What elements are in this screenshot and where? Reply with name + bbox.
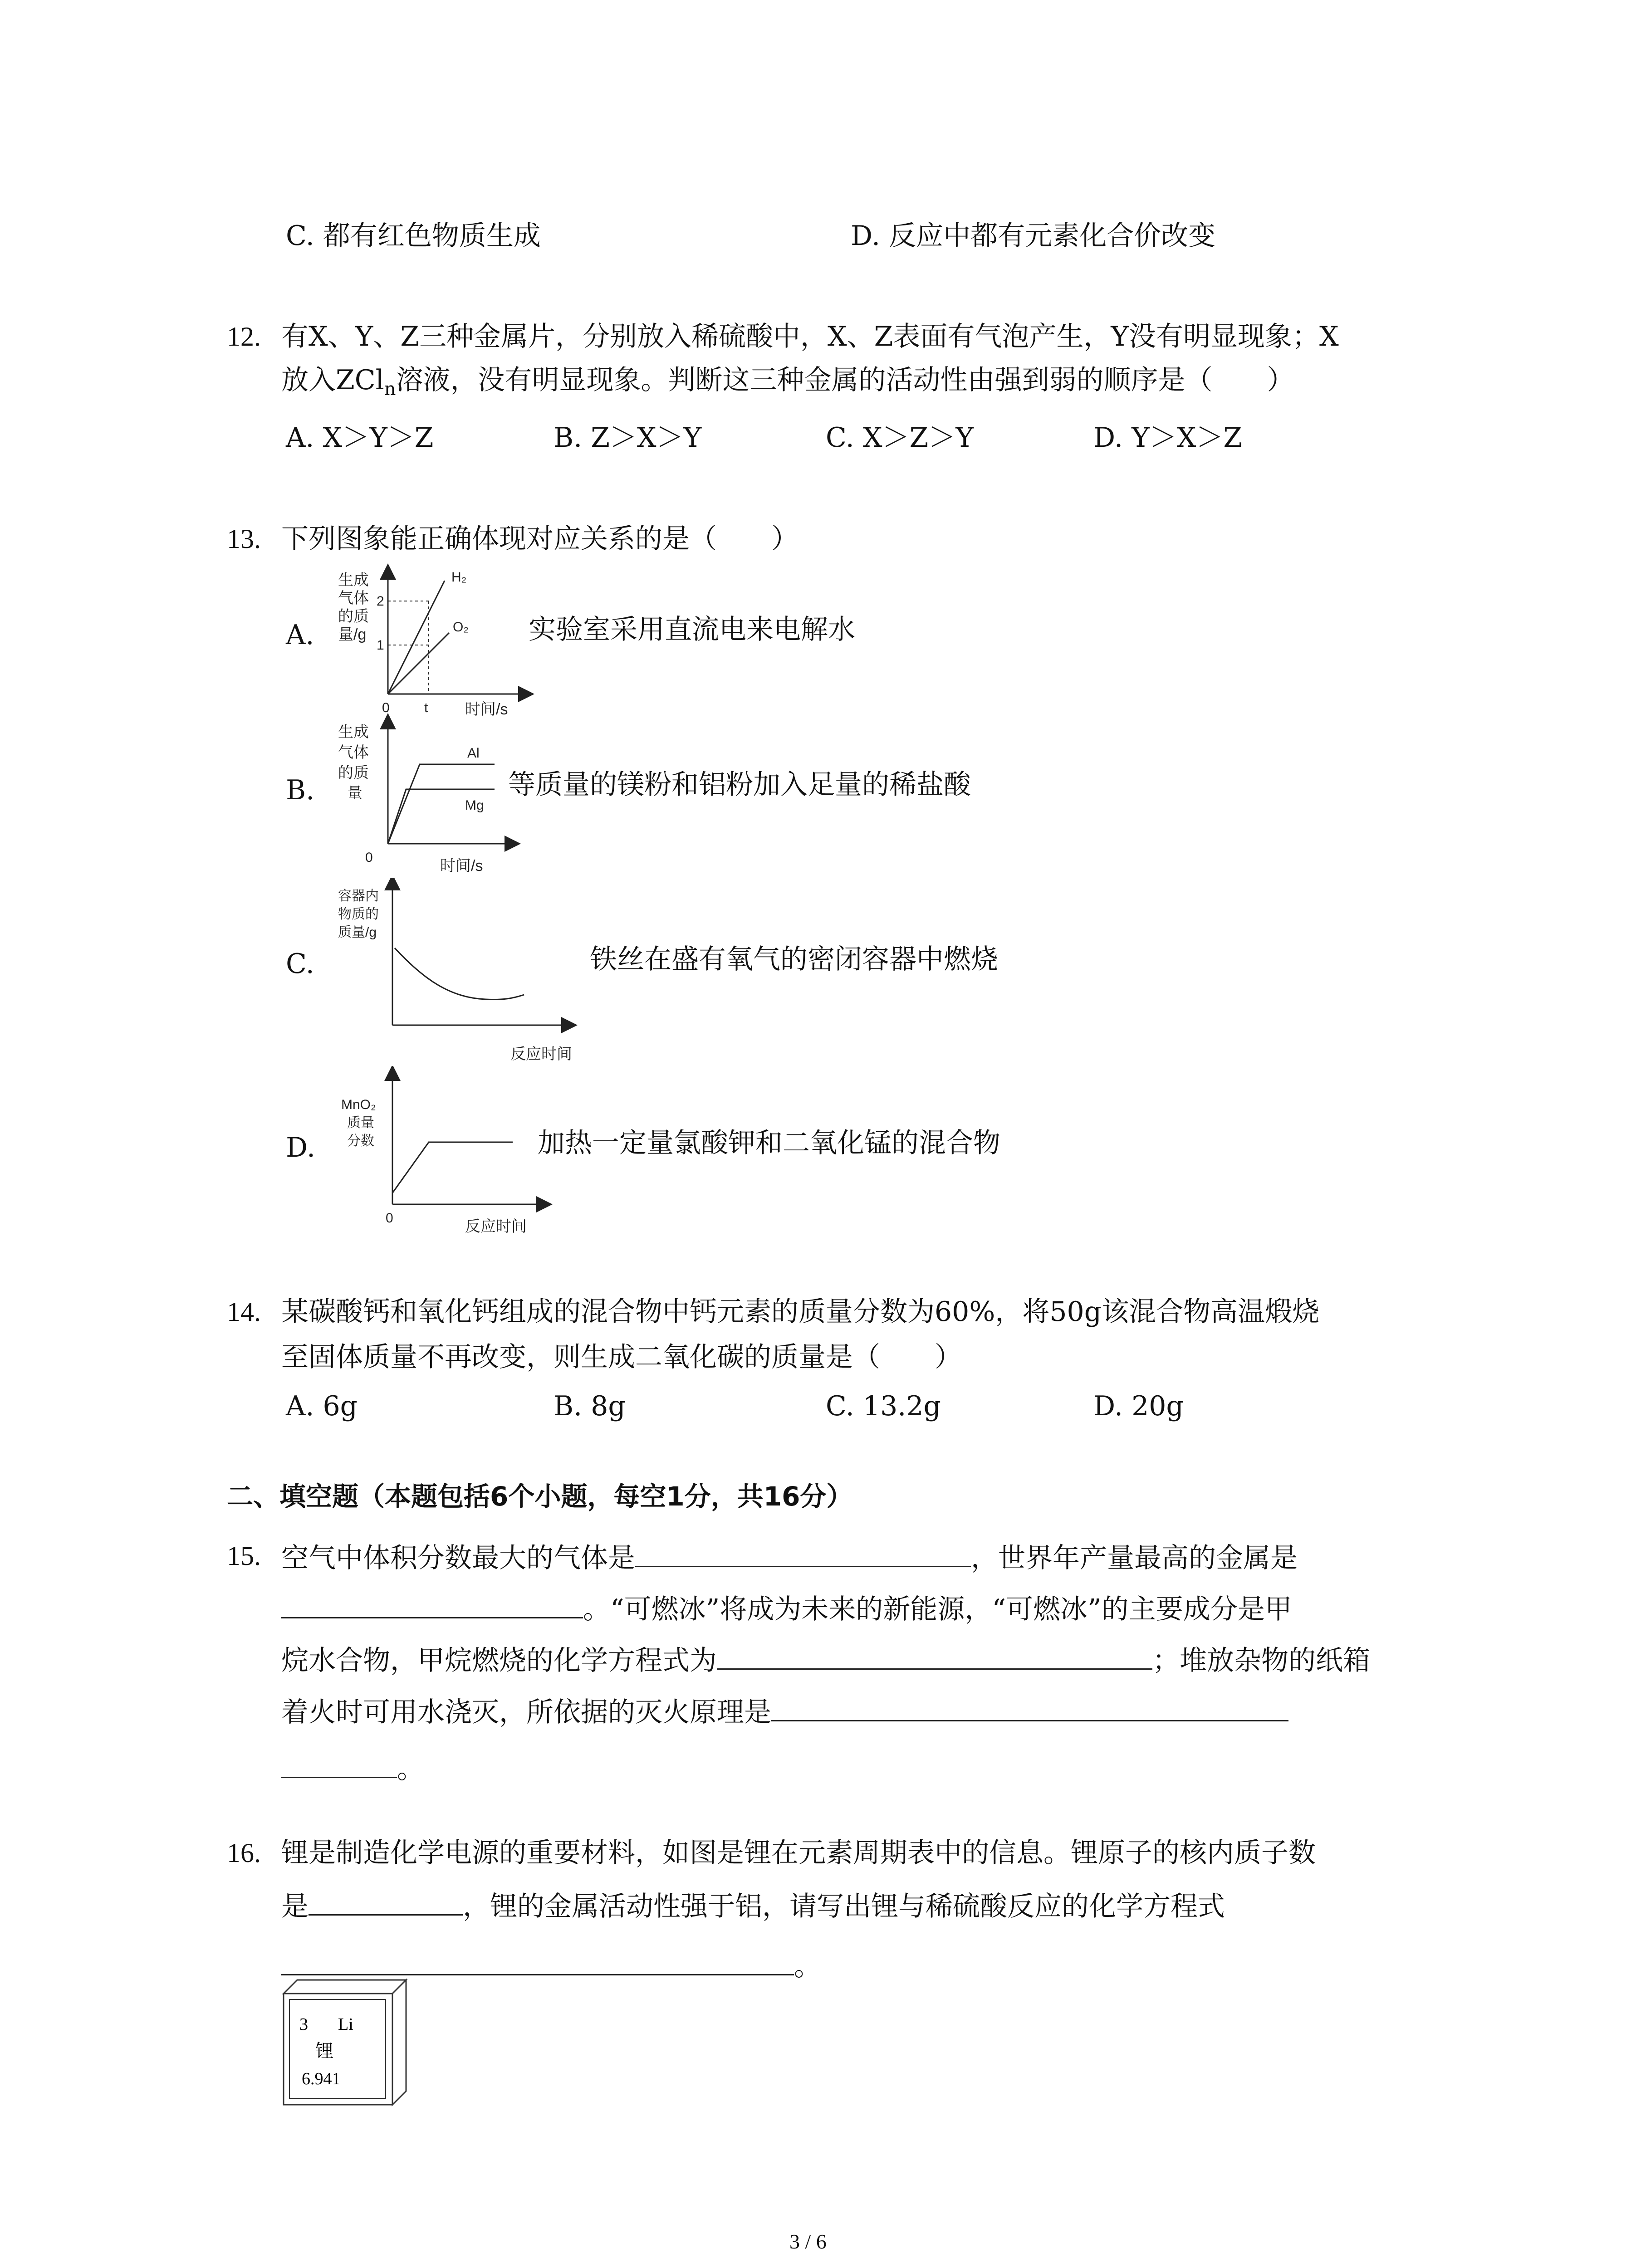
q14-number: 14.: [227, 1297, 261, 1327]
y-label-2: 气体: [338, 590, 369, 607]
q12-option-b: B. Z＞X＞Y: [554, 422, 702, 454]
x-label: 反应时间: [510, 1046, 572, 1063]
origin-label: 0: [386, 1211, 393, 1226]
q13-option-a-label: A.: [286, 619, 314, 651]
element-number: 3: [299, 2015, 308, 2034]
origin-label: 0: [365, 850, 373, 865]
y-label-2: 质量: [347, 1115, 374, 1130]
q13-number: 13.: [227, 524, 261, 554]
element-tile: [281, 1978, 413, 2114]
q14-stem-line2: 至固体质量不再改变，则生成二氧化碳的质量是（ ）: [281, 1341, 962, 1373]
tick-2: 2: [377, 594, 384, 609]
x-label: 反应时间: [465, 1218, 527, 1235]
legend-o2: O₂: [453, 620, 469, 635]
blank-principle[interactable]: [771, 1696, 1288, 1721]
q16-line2: 是 ，锂的金属活动性强于铝，请写出锂与稀硫酸反应的化学方程式: [281, 1891, 1225, 1922]
y-label-3: 质量/g: [338, 925, 377, 940]
legend-mg: Mg: [465, 798, 484, 813]
blank-equation[interactable]: [717, 1645, 1152, 1670]
legend-h2: H₂: [451, 570, 467, 585]
q12-number: 12.: [227, 322, 261, 352]
q12-stem-line1: 有X、Y、Z三种金属片，分别放入稀硫酸中，X、Z表面有气泡产生，Y没有明显现象；X: [281, 321, 1339, 352]
tile-top: [284, 1980, 406, 1994]
element-mass: 6.941: [302, 2069, 341, 2088]
q13-option-c-desc: 铁丝在盛有氧气的密闭容器中燃烧: [590, 943, 998, 975]
q11-option-d: D. 反应中都有元素化合价改变: [851, 220, 1216, 252]
blank-gas[interactable]: [635, 1542, 971, 1567]
series-o2: [388, 633, 449, 694]
y-label-1: MnO₂: [341, 1097, 376, 1112]
q16-line3: 。: [281, 1950, 821, 1980]
origin-label: 0: [382, 700, 390, 715]
q14-option-a: A. 6g: [286, 1390, 358, 1422]
y-label-1: 生成: [338, 723, 369, 741]
element-name: 锂: [315, 2041, 333, 2062]
y-label-1: 生成: [338, 572, 369, 589]
series-mg: [388, 789, 495, 844]
t-label: t: [424, 700, 428, 715]
y-label-1: 容器内: [338, 889, 379, 904]
q15-line5: 。: [281, 1753, 424, 1783]
legend-al: Al: [467, 746, 480, 761]
q13-stem: 下列图象能正确体现对应关系的是（ ）: [281, 523, 798, 555]
q13-option-b-desc: 等质量的镁粉和铝粉加入足量的稀盐酸: [508, 769, 971, 801]
y-label-3: 的质: [338, 608, 369, 625]
q13-graph-d: [331, 1066, 567, 1247]
q15-number: 15.: [227, 1541, 261, 1571]
q15-line2: 。“可燃冰”将成为未来的新能源，“可燃冰”的主要成分是甲: [281, 1593, 1292, 1623]
q12-stem-line2: 放入ZCl$_n$溶液，没有明显现象。判断这三种金属的活动性由强到弱的顺序是（ ）: [281, 364, 1294, 400]
y-label-4: 量/g: [338, 626, 367, 643]
y-label-2: 气体: [338, 744, 369, 761]
blank-metal[interactable]: [281, 1593, 583, 1618]
series-mass: [395, 948, 524, 1000]
q13-option-a-desc: 实验室采用直流电来电解水: [529, 614, 855, 645]
y-label-4: 量: [347, 785, 362, 802]
page-number: 3 / 6: [789, 2230, 827, 2253]
q13-graph-a: [331, 562, 540, 726]
q11-option-c: C. 都有红色物质生成: [286, 220, 541, 252]
x-label: 时间/s: [465, 701, 508, 718]
element-symbol: Li: [338, 2015, 353, 2034]
q14-option-b: B. 8g: [554, 1390, 626, 1422]
series-h2: [388, 581, 445, 694]
q12-option-d: D. Y＞X＞Z: [1093, 422, 1243, 454]
q15-line1: 空气中体积分数最大的气体是 ，世界年产量最高的金属是: [281, 1542, 1298, 1574]
y-label-3: 分数: [347, 1134, 374, 1149]
q13-option-d-label: D.: [286, 1132, 316, 1163]
q15-line3: 烷水合物，甲烷燃烧的化学方程式为 ；堆放杂物的纸箱: [281, 1645, 1370, 1677]
q15-line4: 着火时可用水浇灭，所依据的灭火原理是: [281, 1696, 1288, 1726]
blank-protons[interactable]: [309, 1891, 463, 1916]
y-label-3: 的质: [338, 764, 369, 782]
tile-side: [392, 1980, 406, 2105]
q12-option-c: C. X＞Z＞Y: [826, 422, 974, 454]
q16-line1: 锂是制造化学电源的重要材料，如图是锂在元素周期表中的信息。锂原子的核内质子数: [281, 1837, 1316, 1869]
section-title: 二、填空题（本题包括6个小题，每空1分，共16分）: [227, 1481, 853, 1512]
tick-1: 1: [377, 638, 384, 653]
blank-equation[interactable]: [281, 1950, 794, 1975]
q13-option-c-label: C.: [286, 948, 314, 980]
q14-stem-line1: 某碳酸钙和氧化钙组成的混合物中钙元素的质量分数为60%，将50g该混合物高温煅烧: [281, 1296, 1320, 1328]
q12-option-a: A. X＞Y＞Z: [286, 422, 434, 454]
q14-option-c: C. 13.2g: [826, 1390, 941, 1422]
q13-graph-c: [331, 878, 603, 1068]
q14-option-d: D. 20g: [1093, 1390, 1184, 1422]
blank-principle-cont[interactable]: [281, 1753, 397, 1778]
x-label: 时间/s: [440, 857, 483, 875]
series-mno2: [392, 1142, 513, 1193]
q13-option-d-desc: 加热一定量氯酸钾和二氧化锰的混合物: [538, 1127, 1000, 1159]
y-label-2: 物质的: [338, 907, 379, 922]
q16-number: 16.: [227, 1838, 261, 1868]
q13-option-b-label: B.: [286, 774, 315, 806]
